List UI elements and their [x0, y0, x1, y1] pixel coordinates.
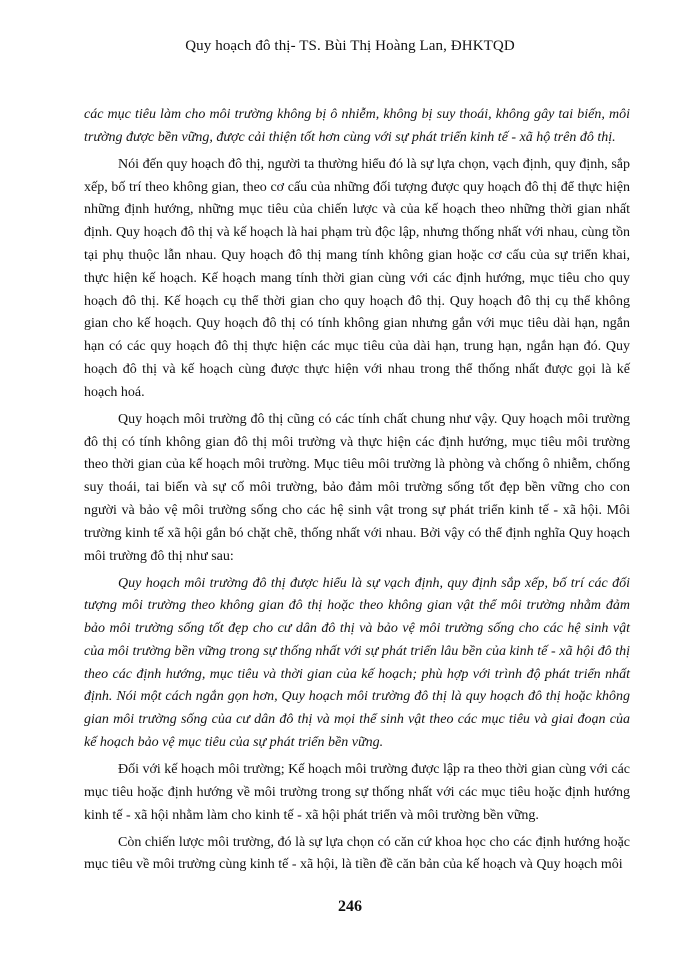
running-header: Quy hoạch đô thị- TS. Bùi Thị Hoàng Lan, ĐHKTQD — [185, 38, 515, 54]
paragraph-definition: Quy hoạch môi trường đô thị được hiểu là sự vạch định, quy định sắp xếp, bố trí các đối tượng môi trường theo không gian đô thị hoặc theo không gian vật thể môi trường nhằm đảm bảo môi trường sống tốt đẹp cho cư dân đô thị và bảo vệ môi trường sống cho các hệ sinh vật của môi trường bền vững trong sự thống nhất với sự phát triển lâu bền của kinh tế - xã hội đô thị theo các định hướng, mục tiêu và thời gian của kế hoạch; phù hợp với trình độ phát triển nhất định. Nói một cách ngắn gọn hơn, Quy hoạch môi trường đô thị là quy hoạch đô thị hoặc không gian môi trường sống của cư dân đô thị và mọi thể sinh vật theo các mục tiêu và giai đoạn của kế hoạch bảo vệ mục tiêu của sự phát triển bền vững. — [84, 575, 630, 751]
paragraph-urban-planning: Nói đến quy hoạch đô thị, người ta thường hiểu đó là sự lựa chọn, vạch định, quy định, sắp xếp, bố trí theo không gian, theo cơ cấu của những đối tượng được quy hoạch đô thị để thực hiện những định hướng, những mục tiêu của chiến lược và của kế hoạch theo những thời gian nhất định. Quy hoạch đô thị và kế hoạch là hai phạm trù độc lập, nhưng thống nhất với nhau, cùng tồn tại phụ thuộc lẫn nhau. Quy hoạch đô thị mang tính không gian hoặc cơ cấu của sự triển khai, thực hiện kế hoạch. Kế hoạch mang tính thời gian cùng với các định hướng, mục tiêu cho quy hoạch đô thị. Kế hoạch cụ thể thời gian cho quy hoạch đô thị. Quy hoạch đô thị cụ thể không gian cho kế hoạch. Quy hoạch đô thị có tính không gian nhưng gắn với mục tiêu dài hạn, ngắn hạn có các quy hoạch đô thị thực hiện các mục tiêu của dài hạn, trung hạn, ngắn hạn đó. Quy hoạch đô thị và kế hoạch cùng được thực hiện với nhau trong thể thống nhất được gọi là kế hoạch hoá. — [84, 156, 630, 400]
page-number: 246 — [338, 898, 362, 915]
paragraph-environmental-planning: Quy hoạch môi trường đô thị cũng có các tính chất chung như vậy. Quy hoạch môi trường đô thị có tính không gian đô thị môi trường và thực hiện các định hướng, mục tiêu môi trường theo thời gian của kế hoạch môi trường. Mục tiêu môi trường là phòng và chống ô nhiễm, chống suy thoái, tai biến và sự cố môi trường, bảo đảm môi trường sống tốt đẹp bền vững cho con người và bảo vệ môi trường sống cho các hệ sinh vật trong sự phát triển kinh tế - xã hội. Môi trường kinh tế xã hội gắn bó chặt chẽ, thống nhất với nhau. Bởi vậy có thể định nghĩa Quy hoạch môi trường đô thị như sau: — [84, 411, 630, 564]
paragraph-continuation: các mục tiêu làm cho môi trường không bị ô nhiễm, không bị suy thoái, không gây tai biến, môi trường được bền vững, được cải thiện tốt hơn cùng với sự phát triển kinh tế - xã hộ trên đô thị. — [84, 107, 630, 145]
paragraph-environmental-strategy: Còn chiến lược môi trường, đó là sự lựa chọn có căn cứ khoa học cho các định hướng hoặc mục tiêu về môi trường cùng kinh tế - xã hội, là tiền đề căn bản của kế hoạch và Quy hoạch môi — [84, 834, 630, 873]
body-text — [84, 104, 630, 877]
paragraph-environmental-plan: Đối với kế hoạch môi trường; Kế hoạch môi trường được lập ra theo thời gian cùng với các mục tiêu hoặc định hướng về môi trường trong sự thống nhất với các mục tiêu hoặc định hướng kinh tế - xã hội nhằm làm cho kinh tế - xã hội phát triển và môi trường bền vững. — [84, 762, 630, 823]
